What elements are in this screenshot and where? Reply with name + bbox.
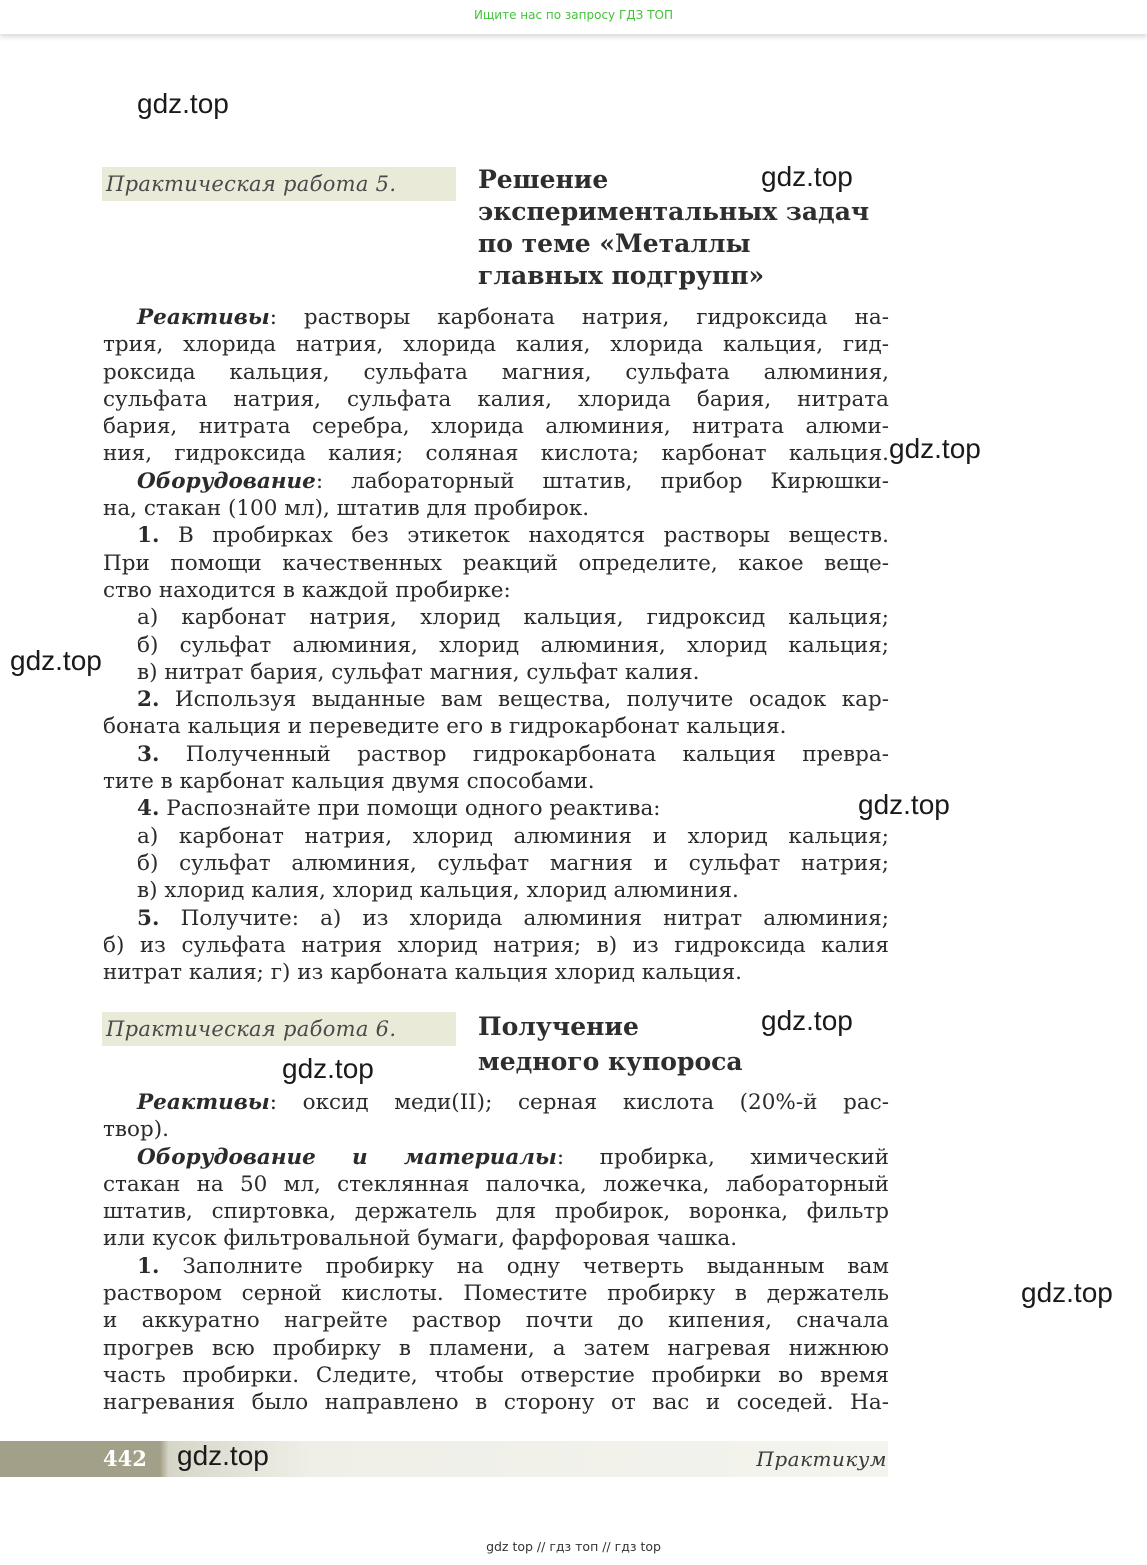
text-line: б) из сульфата натрия хлорид натрия; в) из гидроксида калия [103,932,889,958]
title-line: Получение [478,1012,639,1041]
section-name: Практикум [756,1447,887,1471]
text-line: прогрев всю пробирку в пламени, а затем нагревая нижнюю [103,1335,889,1361]
watermark: gdz.top [177,1440,269,1471]
title-line: медного купороса [478,1047,743,1076]
text-span: Распознайте при помощи одного реактива: [159,796,661,822]
page-number: 442 [103,1446,147,1471]
text-line: стакан на 50 мл, стеклянная палочка, ложечка, лабораторный [103,1171,889,1197]
title-line: экспериментальных задач [478,197,870,226]
reagents-label: Реактивы [137,305,270,330]
text-line: раствором серной кислоты. Поместите пробирку в держатель [103,1281,889,1307]
reagents-label: Реактивы [137,1090,270,1115]
task-item: б) сульфат алюминия, хлорид алюминия, хлорид кальция; [137,632,889,658]
watermark: gdz.top [761,1005,853,1036]
task-number: 1. [137,1253,160,1279]
watermark: gdz.top [1021,1277,1113,1308]
text-line: штатив, спиртовка, держатель для пробирок, воронка, фильтр [103,1199,889,1225]
text-line: тите в карбонат кальция двумя способами. [103,769,595,795]
task-item: а) карбонат натрия, хлорид кальция, гидроксид кальция; [137,605,889,631]
task-item: в) нитрат бария, сульфат магния, сульфат калия. [137,659,700,685]
text-line: или кусок фильтровальной бумаги, фарфоровая чашка. [103,1226,738,1252]
task-item: б) сульфат алюминия, сульфат магния и сульфат натрия; [137,850,889,876]
task-number: 2. [137,687,160,713]
text-line: роксида кальция, сульфата магния, сульфата алюминия, [103,359,889,385]
text-line [103,304,889,331]
top-banner [0,0,1147,34]
text-line: нагревания было направлено в сторону от вас и соседей. На- [103,1390,889,1416]
watermark: gdz.top [282,1053,374,1084]
practice5-body [103,304,889,986]
text-line [103,1144,889,1171]
title-line: Решение [478,165,609,194]
text-line [103,795,889,822]
text-line [103,1253,889,1280]
task-number: 4. [137,796,160,822]
text-span: В пробирках без этикеток находятся растворы веществ. [159,523,889,549]
text-span: : пробирка, химический [556,1144,889,1170]
task-number: 5. [137,905,160,931]
practice6-title [478,1009,743,1079]
text-line: нитрат калия; г) из карбоната кальция хлорид кальция. [103,960,742,986]
text-line: ния, гидроксида калия; соляная кислота; карбонат кальция. [103,441,889,467]
text-line [103,741,889,768]
text-span: : растворы карбоната натрия, гидроксида на- [269,305,889,330]
text-line [103,905,889,932]
text-span: : оксид меди(II); серная кислота (20%-й рас- [269,1090,889,1115]
task-number: 3. [137,741,160,767]
text-line: трия, хлорида натрия, хлорида калия, хлорида кальция, гид- [103,332,889,358]
practice6-label: Практическая работа 6. [102,1012,456,1046]
practice5-label: Практическая работа 5. [102,167,456,201]
title-line: по теме «Металлы [478,229,751,258]
watermark: gdz.top [10,645,102,676]
equipment-label: Оборудование и материалы [137,1144,557,1170]
text-line: ство находится в каждой пробирке: [103,577,511,603]
watermark: gdz.top [137,88,229,119]
task-item: в) хлорид калия, хлорид кальция, хлорид алюминия. [137,878,739,904]
text-line [103,522,889,549]
text-line: часть пробирки. Следите, чтобы отверстие пробирки во время [103,1362,889,1388]
text-span: Полученный раствор гидрокарбоната кальция превра- [159,741,889,767]
practice6-body [103,1089,889,1417]
text-line [103,686,889,713]
title-line: главных подгрупп» [478,261,765,290]
text-line: твор). [103,1117,169,1143]
watermark: gdz.top [858,789,950,820]
text-line: сульфата натрия, сульфата калия, хлорида бария, нитрата [103,386,889,412]
bottom-links[interactable]: gdz top // гдз топ // гдз top [486,1539,661,1554]
text-line [103,468,889,495]
task-item: а) карбонат натрия, хлорид алюминия и хлорид кальция; [137,823,889,849]
text-line: боната кальция и переведите его в гидрокарбонат кальция. [103,714,787,740]
equipment-label: Оборудование [137,468,316,494]
text-line: на, стакан (100 мл), штатив для пробирок. [103,496,590,522]
banner-text[interactable]: Ищите нас по запросу ГДЗ ТОП [474,8,673,22]
text-line: При помощи качественных реакций определите, какое веще- [103,550,889,576]
text-line [103,1089,889,1116]
text-line: и аккуратно нагрейте раствор почти до кипения, сначала [103,1308,889,1334]
text-line: бария, нитрата серебра, хлорида алюминия, нитрата алюми- [103,414,889,440]
text-span: Заполните пробирку на одну четверть выданным вам [159,1253,889,1279]
text-span: : лабораторный штатив, прибор Кирюшки- [315,468,889,494]
watermark: gdz.top [761,161,853,192]
text-span: Используя выданные вам вещества, получите осадок кар- [159,687,889,713]
task-number: 1. [137,523,160,549]
watermark: gdz.top [889,433,981,464]
text-span: Получите: а) из хлорида алюминия нитрат алюминия; [159,905,889,931]
